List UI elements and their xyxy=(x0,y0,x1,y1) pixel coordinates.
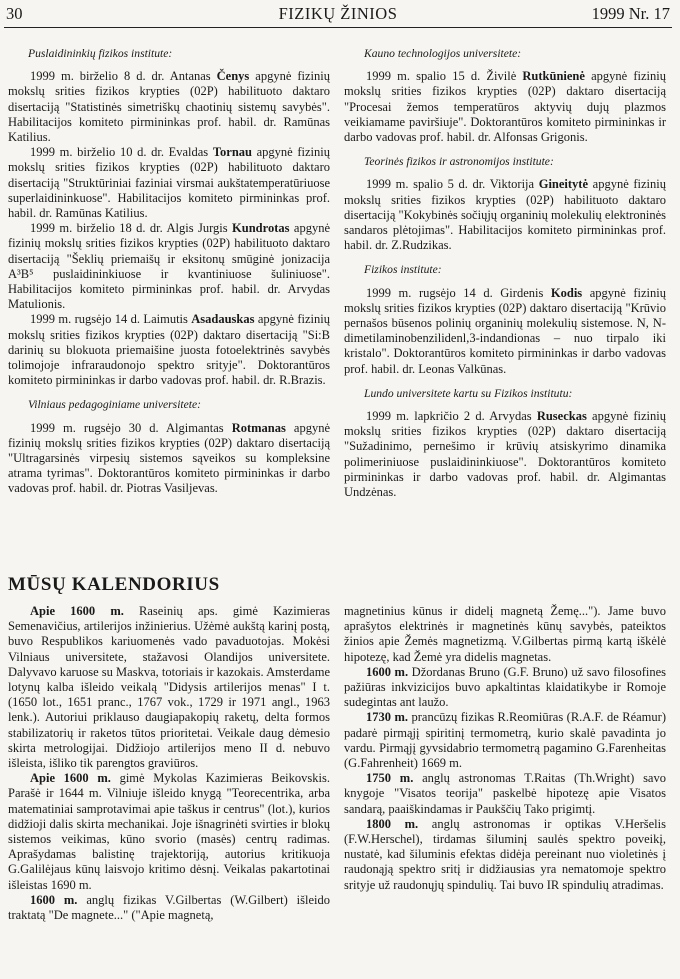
journal-title: FIZIKŲ ŽINIOS xyxy=(278,4,398,23)
institute-heading: Fizikos institute: xyxy=(364,263,442,277)
institute-heading: Puslaidininkių fizikos institute: xyxy=(28,47,173,60)
calendar-right-column xyxy=(344,604,666,893)
paragraph: 1600 m. Džordanas Bruno (G.F. Bruno) už savo filosofines pažiūras inkvizicijos buvo apkaltintas klaidatikybe ir Romoje sudegintas ant laužo. xyxy=(344,664,667,710)
paragraph: 1600 m. anglų fizikas V.Gilbertas (W.Gilbert) išleido traktatą "De magnete..." ("Apie magnetą, xyxy=(8,892,330,923)
person-name: Čenys xyxy=(216,69,250,84)
institute-heading: Kauno technologijos universitete: xyxy=(364,47,522,60)
paragraph: 1999 m. spalio 15 d. Živilė Rutkūnienė apgynė fizinių mokslų srities fizikos krypties (02P) daktaro disertaciją "Procesai žemos temperatūros aktyvių dujų plazmos veikiamame paviršiuje". Doktorantūros komiteto pirmininkas ir darbo vadovas prof. habil. dr. Alfonsas Grigonis. xyxy=(344,69,666,145)
institute-heading: Teorinės fizikos ir astronomijos institute: xyxy=(364,155,554,169)
entry-date: 1600 m. xyxy=(30,892,78,907)
institute-heading: Vilniaus pedagoginiame universitete: xyxy=(28,398,202,412)
header-rule xyxy=(4,27,672,28)
paragraph: Apie 1600 m. gimė Mykolas Kazimieras Beikovskis. Parašė ir 1644 m. Vilniuje išleido knygą "Teorecentrika, arba matematiniai samprotavimai apie taškus ir centrus" (lot.), kurios didžioji dalis skirta mechanikai. Joje išnagrinėti svirties ir blokų sistemos veikimas, kūno svorio (masės) centrų radimas. Aprašydamas balistinę trajektoriją, autorius kritikuoja G.Galilėjaus kūnų laisvojo kritimo dėsnį. Veikalas pakartotinai išleistas 1690 m. xyxy=(8,771,330,892)
paragraph: 1999 m. rugsėjo 30 d. Algimantas Rotmanas apgynė fizinių mokslų srities fizikos krypties (02P) daktaro disertaciją "Ultragarsinės virpesių sistemos sąveikos su kompleksine atrama tyrimas". Doktorantūros komiteto pirmininkas ir darbo vadovas prof. habil. dr. Piotras Vasiljevas. xyxy=(8,420,330,496)
person-name: Asadauskas xyxy=(191,312,255,327)
paragraph: 1999 m. birželio 18 d. dr. Algis Jurgis Kundrotas apgynė fizinių mokslų srities fizikos krypties (02P) habilituoto daktaro disertaciją "Šeklių priemaišų ir eksitonų smūginė jonizacija A³B⁵ puslaidininkiuose ir kvantiniuose šuliniuose". Habilitacijos komiteto pirmininkas prof. habil. dr. Arvydas Matulionis. xyxy=(8,221,330,312)
entry-date: 1800 m. xyxy=(366,816,419,831)
paragraph: Apie 1600 m. Raseinių aps. gimė Kazimieras Semenavičius, artilerijos inžinierius. Užėmė aukštą karinį postą, buvo Respublikos kariuomenės vado pavaduotojas. Mokėsi Vilniaus universitete, stažavosi Olandijos universitete. Dalyvavo karuose su Maskva, totoriais ir kazokais. Amsterdame lotynų kalba išleido veikalą "Didysis artilerijos menas" I t. (1650 lot., 1651 pranc., 1767 vok., 1729 ir 1971 angl., 1963 lenk.). Autoriui priklauso daugiapakopių raketų, delta formos stabilizatorių ir raketos tūtos prioritetai. Veikale daug dėmesio skirta metrologijai. Didžiojo artilerijos meno II d. nebuvo išleista, išliko tik parengtos graviūros. xyxy=(8,604,330,771)
person-name: Rotmanas xyxy=(231,420,286,435)
paragraph: 1750 m. anglų astronomas T.Raitas (Th.Wright) savo knygoje "Visatos teorija" paskelbė hipotezę apie Visatos sandarą, paaiškindamas ir Paukščių Tako prigimtį. xyxy=(344,771,666,816)
paragraph: 1800 m. anglų astronomas ir optikas V.Heršelis (F.W.Herschel), tirdamas šiluminį saulės spektro poveikį, nustatė, kad šiluminis efektas didėja pereinant nuo violetinės į raudonąją spektro sritį ir didžiausias yra nematomoje spektro srityje už raudonųjų spindulių. Tai buvo IR spindulių atradimas. xyxy=(344,816,666,892)
paragraph: 1999 m. lapkričio 2 d. Arvydas Ruseckas apgynė fizinių mokslų srities fizikos krypties (02P) daktaro disertaciją "Sužadinimo, pernešimo ir krūvių atsiskyrimo dinamika polimeriniuose puslaidininkiuose". Doktorantūros komiteto pirmininkas ir darbo vadovas prof. habil. dr. Algimantas Undzėnas. xyxy=(344,409,666,500)
calendar-left-column xyxy=(8,604,330,923)
calendar-heading: MŪSŲ KALENDORIUS xyxy=(8,574,220,595)
entry-date: Apie 1600 m. xyxy=(30,771,111,786)
upper-right-column xyxy=(344,46,666,500)
institute-heading: Lundo universitete kartu su Fizikos institutu: xyxy=(364,386,573,400)
entry-date: 1600 m. xyxy=(366,664,409,679)
paragraph: 1999 m. birželio 10 d. dr. Evaldas Tornau apgynė fizinių mokslų srities fizikos krypties (02P) habilituoto daktaro disertaciją "Struktūriniai faziniai virsmai aukštatemperatūriuose superlaidininkuose". Habilitacijos komiteto pirmininkas prof. habil. dr. Ramūnas Katilius. xyxy=(8,145,330,221)
page-number: 30 xyxy=(6,4,23,23)
person-name: Ruseckas xyxy=(536,409,587,424)
entry-date: 1730 m. xyxy=(366,710,409,725)
issue-number: 1999 Nr. 17 xyxy=(591,4,670,23)
entry-date: 1750 m. xyxy=(366,771,414,786)
paragraph: 1999 m. rugsėjo 14 d. Laimutis Asadauskas apgynė fizinių mokslų srities fizikos krypties (02P) daktaro disertaciją "Si:B darinių su blokuota priemaišine juosta fotoelektrinės savybės tolimojoje infraraudonojo spektro srityje". Doktorantūros komiteto pirmininkas ir darbo vadovas prof. habil. dr. R.Brazis. xyxy=(8,312,330,388)
paragraph: 1730 m. prancūzų fizikas R.Reomiūras (R.A.F. de Réamur) padarė pirmąjį spiritinį termometrą, kurio skalė pavadinta jo vardu. Pirmąjį gyvsidabrio termometrą pagamino G.Farenheitas (G.Fahrenheit) 1669 m. xyxy=(344,710,666,771)
entry-date: Apie 1600 m. xyxy=(30,604,124,618)
person-name: Kundrotas xyxy=(232,221,290,236)
paragraph: magnetinius kūnus ir didelį magnetą Žemę..."). Jame buvo aprašytos elektrinės ir magnetinės kūnų savybės, pateiktos žinios apie Žemės magnetizmą. V.Gilbertas pirmą kartą iškėlė hipotezę, kad Žemė yra didelis magnetas. xyxy=(344,604,666,664)
paragraph: 1999 m. birželio 8 d. dr. Antanas Čenys apgynė fizinių mokslų srities fizikos krypties (02P) habilituoto daktaro disertaciją "Statistinės simetriškų chaotinių sistemų savybės". Habilitacijos komiteto pirmininkas prof. habil. dr. Ramūnas Katilius. xyxy=(8,69,330,145)
person-name: Rutkūnienė xyxy=(522,69,585,84)
page-header xyxy=(6,4,670,24)
upper-left-column xyxy=(8,46,330,497)
person-name: Tornau xyxy=(212,145,252,160)
person-name: Gineitytė xyxy=(538,177,589,192)
paragraph: 1999 m. spalio 5 d. dr. Viktorija Gineitytė apgynė fizinių mokslų srities fizikos krypties (02P) habilituoto daktaro disertaciją "Kokybinės sočiųjų organinių molekulių elektroninės sandaros plėtojimas". Habilitacijos komiteto pirmininkas prof. habil. dr. Z.Rudzikas. xyxy=(344,177,666,253)
person-name: Kodis xyxy=(550,285,583,300)
paragraph: 1999 m. rugsėjo 14 d. Girdenis Kodis apgynė fizinių mokslų srities fizikos krypties (02P) daktaro disertaciją "Krūvio pernašos būsenos polinių organinių molekulių sistemose. N, N-dimetilaminobenzilidenl,3-indandionas – nuo tirpalo iki kristalo". Doktorantūros komiteto pirmininkas ir darbo vadovas prof. habil. dr. Leonas Valkūnas. xyxy=(344,285,666,376)
